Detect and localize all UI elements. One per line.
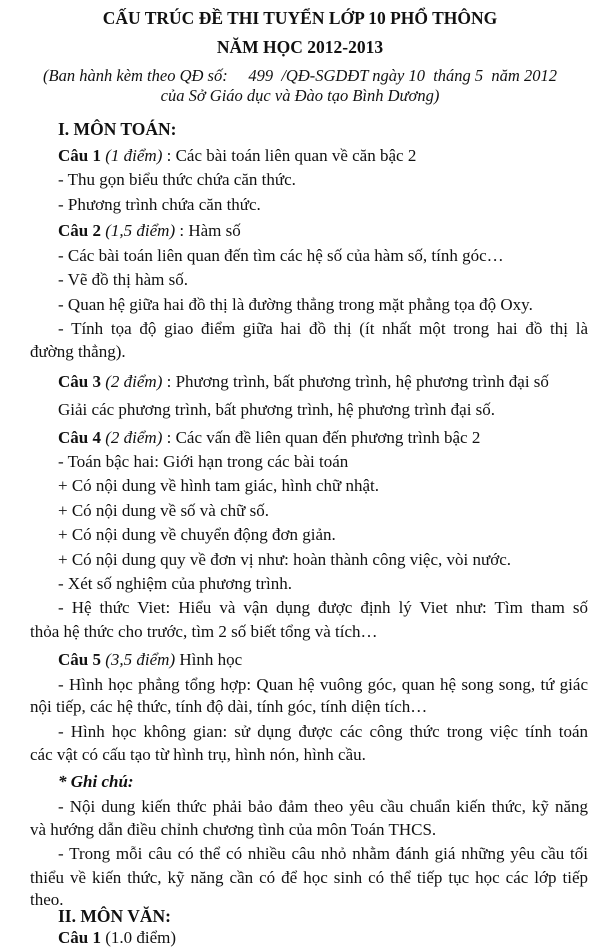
literature-q1-heading	[58, 928, 176, 948]
list-item: nội tiếp, các hệ thức, tính độ dài, tính góc, tính diện tích…	[30, 697, 428, 716]
q-points: (1,5 điểm)	[105, 221, 176, 240]
q-topic: Hình học	[175, 650, 243, 669]
list-item: - Nội dung kiến thức phải bảo đảm theo yêu cầu chuẩn kiến thức, kỹ năng	[58, 797, 588, 816]
list-item: - Thu gọn biểu thức chứa căn thức.	[58, 170, 296, 189]
decree-line-1: (Ban hành kèm theo QĐ số: 499 /QĐ-SGDĐT ngày 10 tháng 5 năm 2012	[43, 66, 557, 85]
q-label: Câu 1	[58, 928, 101, 947]
q-label: Câu 2	[58, 221, 101, 240]
q-points: (2 điểm)	[105, 372, 163, 391]
list-item: + Có nội dung quy về đơn vị như: hoàn thành công việc, vòi nước.	[58, 550, 511, 569]
math-q4-heading	[58, 428, 480, 448]
q-points: (1.0 điểm)	[100, 928, 177, 947]
list-item: theo.	[30, 890, 64, 909]
math-q2-heading	[58, 221, 241, 241]
q-points: (2 điểm)	[105, 428, 163, 447]
q-label: Câu 4	[58, 428, 101, 447]
school-year: NĂM HỌC 2012-2013	[216, 37, 384, 57]
list-item: + Có nội dung về số và chữ số.	[58, 501, 269, 520]
list-item: - Trong mỗi câu có thể có nhiều câu nhỏ nhằm đánh giá những yêu cầu tối	[58, 844, 588, 863]
list-item: các vật có cấu tạo từ hình trụ, hình nón, hình cầu.	[30, 745, 366, 764]
list-item: thiểu về kiến thức, kỹ năng cần có để học sinh có thể tiếp tục học các lớp tiếp	[30, 868, 588, 887]
list-item: Giải các phương trình, bất phương trình, hệ phương trình đại số.	[58, 400, 496, 419]
q-topic: : Hàm số	[175, 221, 241, 240]
list-item: - Phương trình chứa căn thức.	[58, 195, 261, 214]
decree-line-2: của Sở Giáo dục và Đào tạo Bình Dương)	[160, 86, 440, 105]
list-item: + Có nội dung về hình tam giác, hình chữ nhật.	[58, 476, 379, 495]
list-item: - Vẽ đồ thị hàm số.	[58, 270, 189, 289]
list-item: - Hình học phẳng tổng hợp: Quan hệ vuông góc, quan hệ song song, tứ giác	[58, 675, 588, 694]
list-item: - Tính tọa độ giao điểm giữa hai đồ thị (ít nhất một trong hai đồ thị là	[58, 319, 588, 338]
q-label: Câu 1	[58, 146, 101, 165]
list-item: - Hệ thức Viet: Hiểu và vận dụng được định lý Viet như: Tìm tham số	[58, 598, 588, 617]
list-item: đường thẳng).	[30, 342, 126, 361]
note-heading: * Ghi chú:	[58, 772, 134, 791]
q-points: (1 điểm)	[105, 146, 163, 165]
q-label: Câu 5	[58, 650, 101, 669]
list-item: thỏa hệ thức cho trước, tìm 2 số biết tổng và tích…	[30, 622, 378, 641]
q-points: (3,5 điểm)	[105, 650, 176, 669]
q-label: Câu 3	[58, 372, 101, 391]
list-item: - Quan hệ giữa hai đồ thị là đường thẳng trong mặt phẳng tọa độ Oxy.	[58, 295, 533, 314]
section-literature-heading: II. MÔN VĂN:	[58, 906, 171, 926]
section-math-heading: I. MÔN TOÁN:	[58, 119, 177, 139]
list-item: - Toán bậc hai: Giới hạn trong các bài toán	[58, 452, 349, 471]
math-q3-heading	[58, 372, 549, 392]
list-item: - Các bài toán liên quan đến tìm các hệ số của hàm số, tính góc…	[58, 246, 504, 265]
math-q5-heading	[58, 650, 242, 670]
list-item: + Có nội dung về chuyển động đơn giản.	[58, 525, 336, 544]
doc-title: CẤU TRÚC ĐỀ THI TUYỂN LỚP 10 PHỔ THÔNG	[102, 8, 498, 28]
list-item: - Hình học không gian: sử dụng được các công thức trong việc tính toán	[58, 722, 588, 741]
list-item: - Xét số nghiệm của phương trình.	[58, 574, 292, 593]
q-topic: : Phương trình, bất phương trình, hệ phương trình đại số	[162, 372, 549, 391]
q-topic: : Các bài toán liên quan về căn bậc 2	[162, 146, 417, 165]
list-item: và hướng dẫn điều chỉnh chương tình của môn Toán THCS.	[30, 820, 437, 839]
math-q1-heading	[58, 146, 416, 166]
q-topic: : Các vấn đề liên quan đến phương trình bậc 2	[162, 428, 481, 447]
